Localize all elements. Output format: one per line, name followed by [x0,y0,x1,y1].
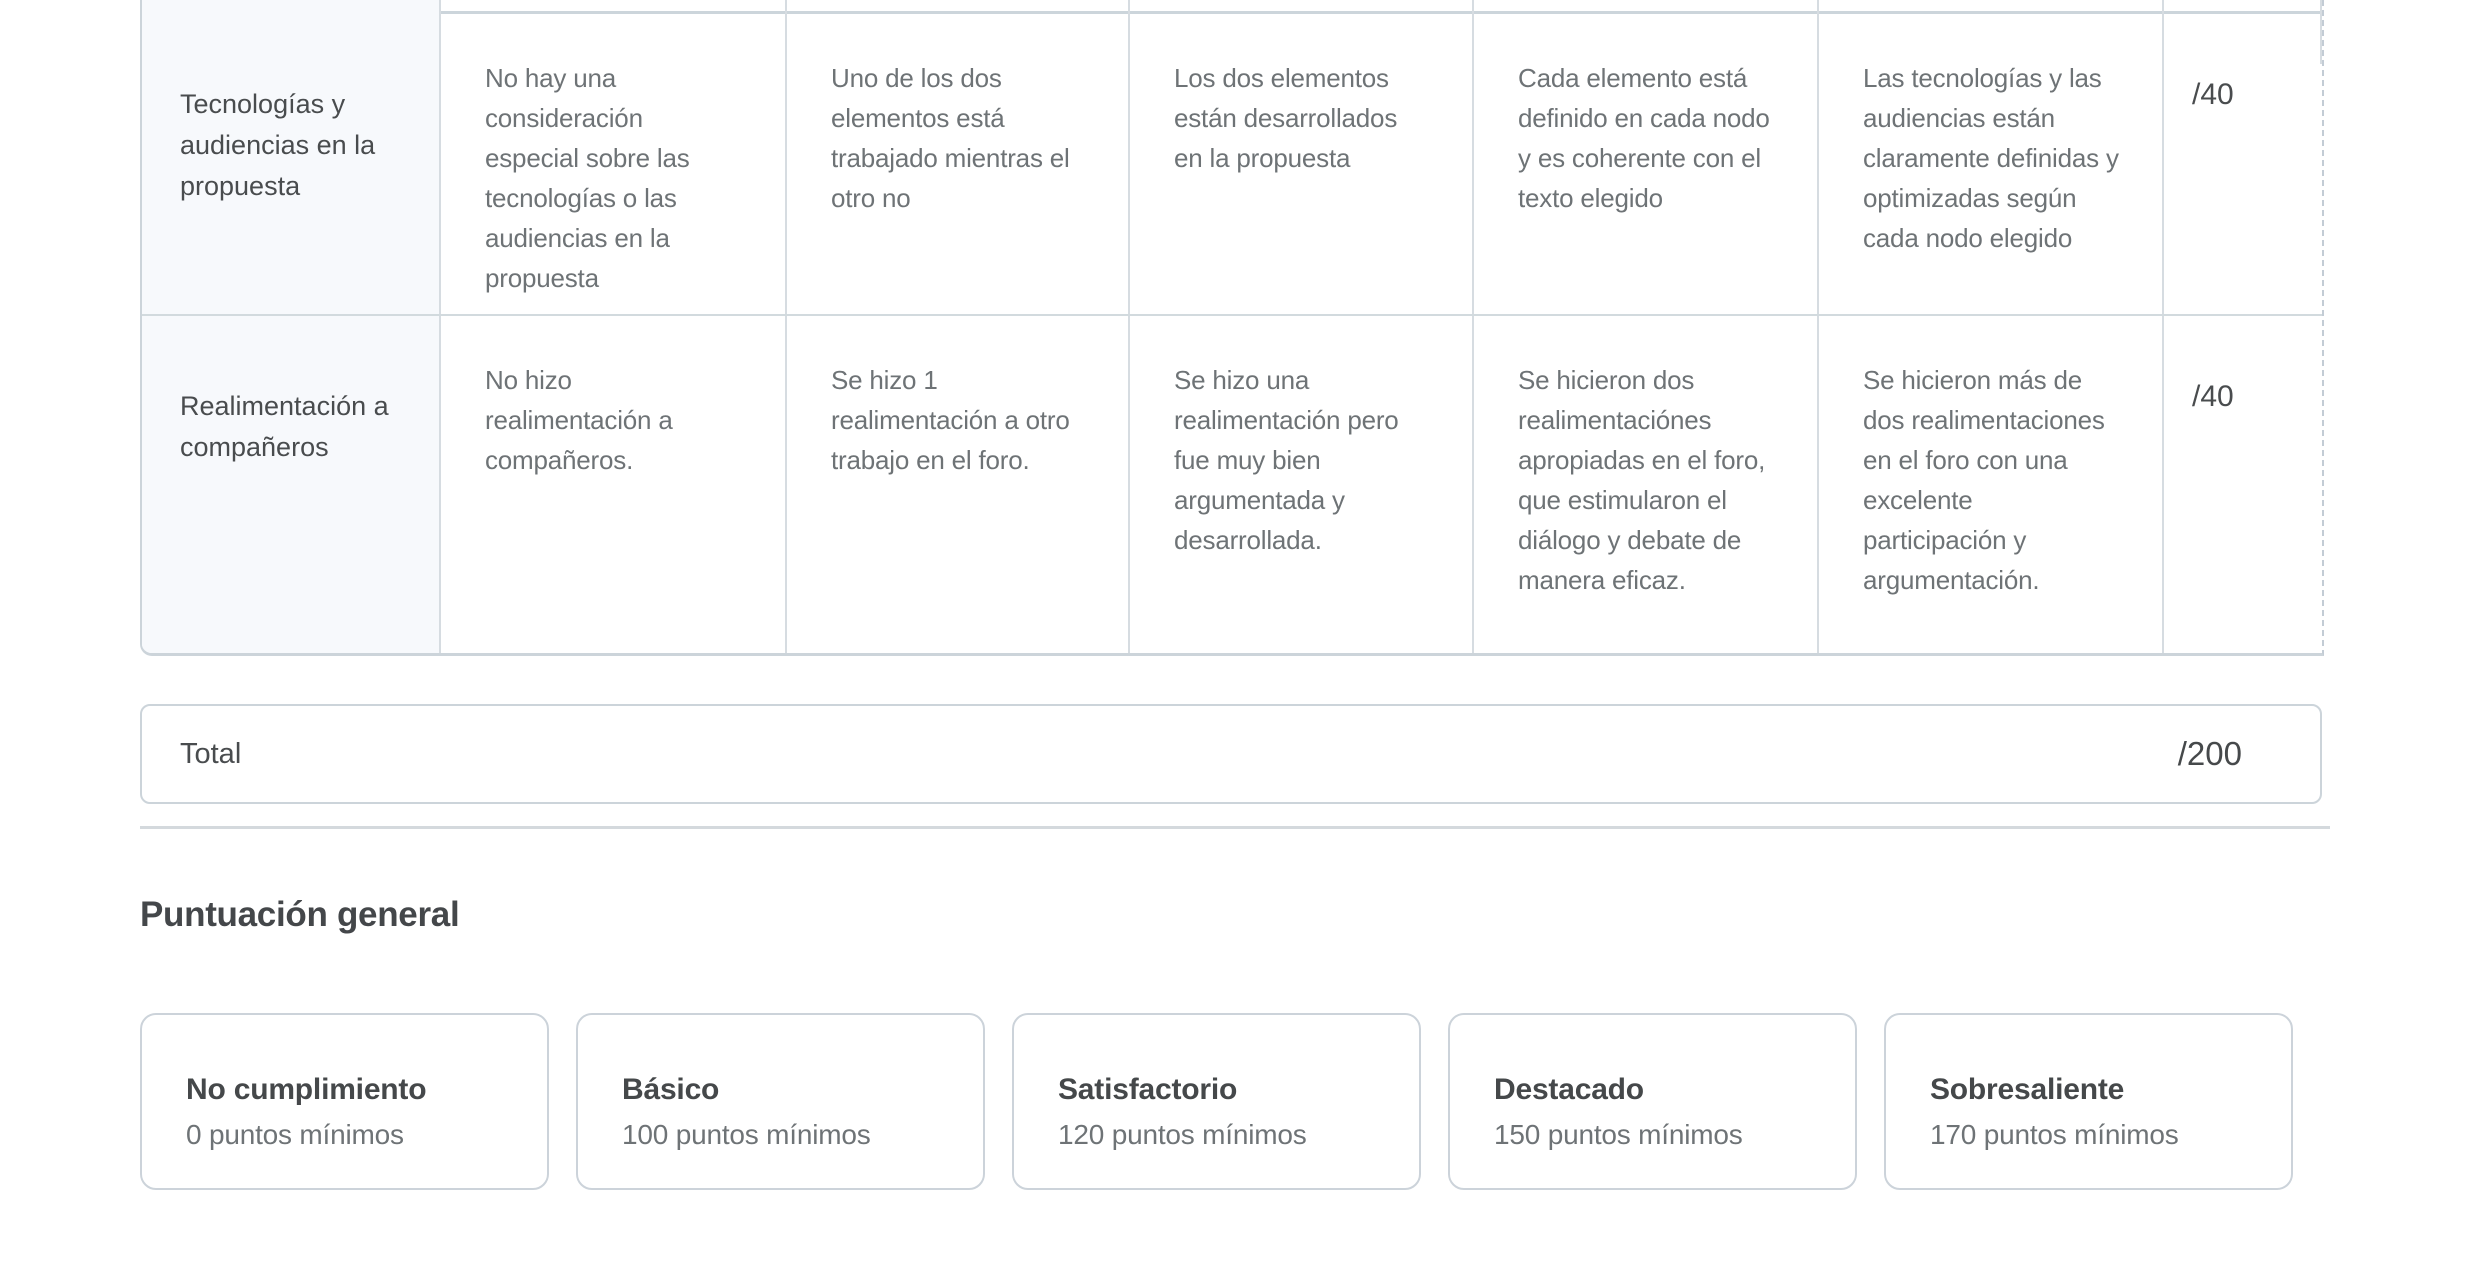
rubric-print-page [140,0,2324,1190]
level-name: No cumplimiento [186,1073,427,1106]
section-divider [140,826,2330,829]
overall-levels [140,1013,2324,1190]
level-cell: Cada elemento está definido en cada nodo y es coherente con el texto elegido [1474,14,1819,314]
level-cell: Se hicieron dos realimentaciónes apropiadas en el foro, que estimularon el diálogo y debate de manera eficaz. [1474,316,1819,653]
level-cell: Los dos elementos están desarrollados en la propuesta [1130,14,1474,314]
rubric-criterion-row [142,14,2322,316]
overall-score-heading: Puntuación general [140,895,460,934]
level-cell: No hay una consideración especial sobre las tecnologías o las audiencias en la propuesta [441,14,787,314]
level-points: 150 puntos mínimos [1494,1119,1743,1150]
level-name: Destacado [1494,1073,1644,1106]
level-points: 170 puntos mínimos [1930,1119,2179,1150]
overall-level-card-satisfactorio [1012,1013,1421,1190]
level-points: 120 puntos mínimos [1058,1119,1307,1150]
criterion-name-cell: Realimentación a compañeros [142,316,441,653]
level-points: 100 puntos mínimos [622,1119,871,1150]
score-cell: /40 [2192,380,2234,413]
score-cell: /40 [2192,78,2234,111]
level-name: Básico [622,1073,720,1106]
level-name: Satisfactorio [1058,1073,1238,1106]
overall-level-card-basico [576,1013,985,1190]
total-label: Total [180,737,242,770]
level-cell: Se hicieron más de dos realimentaciones en el foro con una excelente participación y argumentación. [1819,316,2164,653]
level-cell: Se hizo 1 realimentación a otro trabajo en el foro. [787,316,1130,653]
overall-level-card-sobresaliente [1884,1013,2293,1190]
level-cell: No hizo realimentación a compañeros. [441,316,787,653]
rubric-row-clipped-top [142,0,2322,14]
overall-level-card-destacado [1448,1013,1857,1190]
level-cell: Las tecnologías y las audiencias están claramente definidas y optimizadas según cada nodo elegido [1819,14,2164,314]
level-name: Sobresaliente [1930,1073,2125,1106]
level-cell: Se hizo una realimentación pero fue muy bien argumentada y desarrollada. [1130,316,1474,653]
rubric-criterion-row [142,316,2322,653]
level-cell: Uno de los dos elementos está trabajado mientras el otro no [787,14,1130,314]
rubric-table [140,0,2324,656]
total-score: /200 [2177,735,2242,772]
total-row [140,704,2322,804]
overall-level-card-no-cumplimiento [140,1013,549,1190]
level-points: 0 puntos mínimos [186,1119,404,1150]
criterion-name-cell: Tecnologías y audiencias en la propuesta [142,14,441,314]
